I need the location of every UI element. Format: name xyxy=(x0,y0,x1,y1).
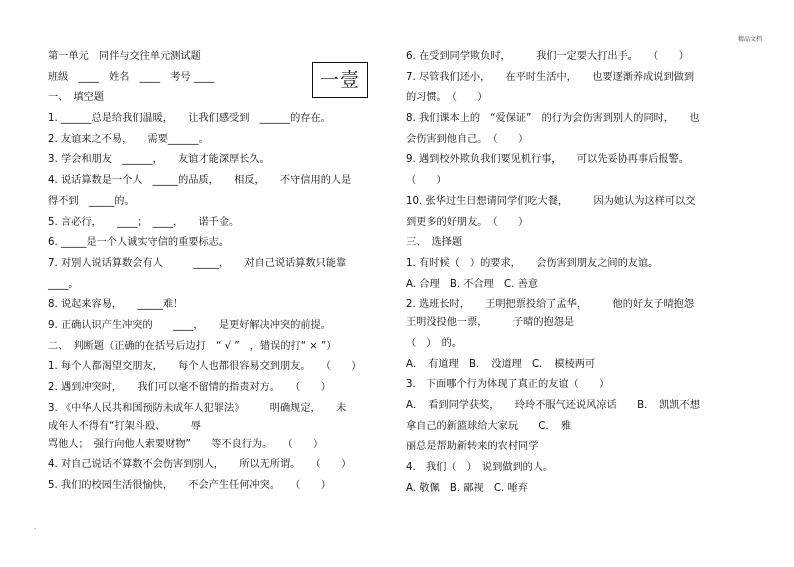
stamp-box: 一壹 xyxy=(312,62,368,98)
judge-q4: 4. 对自己说话不算数不会伤害到别人， 所以无所谓。 （ ） xyxy=(48,459,352,471)
choice-q4: 4. 我们（ ） 说到做到的人。 xyxy=(406,462,554,474)
choice-q2-line2: 王明没投他一票， 子晴的抱怨是 xyxy=(406,317,575,329)
judge-q5: 5. 我们的校园生活很愉快， 不会产生任何冲突。 （ ） xyxy=(48,480,331,492)
choice-q2-options: A． 有道理 B． 没道理 C． 模棱两可 xyxy=(406,358,596,370)
choice-q3-line3: 丽总是帮助新转来的农村同学 xyxy=(406,441,539,453)
judge-q7-line1: 7. 尽管我们还小， 在平时生活中， 也要逐渐养成说到做到 xyxy=(406,71,695,83)
choice-q3-line2: 拿自己的新篮球给大家玩 C． 雅 xyxy=(406,420,572,432)
right-column xyxy=(406,50,746,495)
title: 第一单元 同伴与交往单元测试题 xyxy=(48,51,201,62)
section-choice-heading: 三、 选择题 xyxy=(406,237,463,249)
choice-q2-line1: 2. 选班长时， 王明把票投给了孟华， 他的好友子晴抱怨 xyxy=(406,299,695,311)
judge-q3-line2: 成年人不得有“打架斗殴、 辱 xyxy=(48,420,201,432)
fill-q3: 3. 学会和朋友 ______， 友谊才能深厚长久。 xyxy=(48,154,270,166)
choice-q4-options: A. 敬佩 B. 鄙视 C. 唾弃 xyxy=(406,482,528,494)
choice-q3: 3. 下面哪个行为体现了真正的友谊（ ） xyxy=(406,379,610,391)
choice-q1-options: A. 合理 B. 不合理 C. 善意 xyxy=(406,278,539,290)
fill-q8: 8. 说起来容易， _____难！ xyxy=(48,299,184,311)
choice-q3-line1: A． 看到同学获奖， 玲玲不服气还说风凉话 B． 凯凯不想 xyxy=(406,400,701,411)
choice-q2-line3: （ ） 的。 xyxy=(406,337,463,349)
fill-q7-line2: ____。 xyxy=(48,278,79,290)
judge-q10-line1: 10. 张华过生日想请同学们吃大餐， 因为她认为这样可以交 xyxy=(406,195,696,207)
footer-dot: . xyxy=(34,523,37,531)
judge-q2: 2. 遇到冲突时， 我们可以毫不留情的指责对方。 （ ） xyxy=(48,382,331,393)
judge-q7-line2: 的习惯。 （ ） xyxy=(406,92,488,104)
section-judge-heading: 二、 判断题（正确的在括号后边打 “ √ ” ，错误的打“ × ”） xyxy=(48,340,337,352)
fill-q4-line2: 得不到 _____的。 xyxy=(48,195,135,207)
judge-q9-line1: 9. 遇到校外欺负我们要见机行事， 可以先妥协再事后报警。 xyxy=(406,154,689,166)
judge-q8-line1: 8. 我们课本上的 “爱保证” 的行为会伤害到别人的同时， 也 xyxy=(406,113,700,125)
judge-q1: 1. 每个人都渴望交朋友， 每个人也都很容易交到朋友。 （ ） xyxy=(48,361,362,373)
fill-q1: 1. ______总是给我们温暖， 让我们感受到 ______的存在。 xyxy=(48,113,331,125)
judge-q6: 6. 在受到同学欺负时， 我们一定要大打出手。 （ ） xyxy=(406,51,689,62)
fill-q2: 2. 友谊来之不易， 需要______。 xyxy=(48,133,209,145)
fill-q6: 6. _____是一个人诚实守信的重要标志。 xyxy=(48,237,230,249)
judge-q3-line1: 3. 《中华人民共和国预防未成年人犯罪法》 明确规定， 未 xyxy=(48,402,347,414)
judge-q8-line2: 会伤害到他自己。 （ ） xyxy=(406,133,529,145)
judge-q9-line2: （ ） xyxy=(406,175,447,187)
judge-q10-line2: 到更多的好朋友。 （ ） xyxy=(406,216,529,228)
fill-q7-line1: 7. 对别人说话算数会有人 _____， 对自己说话算数只能靠 xyxy=(48,257,347,269)
judge-q3-line3: 骂他人； 强行向他人索要财物” 等不良行为。 （ ） xyxy=(48,438,324,450)
choice-q1: 1. 有时候（ ）的要求， 会伤害到朋友之间的友谊。 xyxy=(406,257,659,269)
fill-q9: 9. 正确认识产生冲突的 ____， 是更好解决冲突的前提。 xyxy=(48,319,331,331)
fill-q5: 5. 言必行， ____； ____， 诺千金。 xyxy=(48,216,240,228)
fill-q4-line1: 4. 说话算数是一个人 _____的品质， 相反， 不守信用的人是 xyxy=(48,175,352,187)
student-info: 班级 ____ 姓名 ____ 考号 ____ xyxy=(48,71,215,83)
left-column xyxy=(48,50,392,492)
brand-label: 精品文档 xyxy=(737,36,762,43)
section-fill-heading: 一、 填空题 xyxy=(48,92,105,104)
